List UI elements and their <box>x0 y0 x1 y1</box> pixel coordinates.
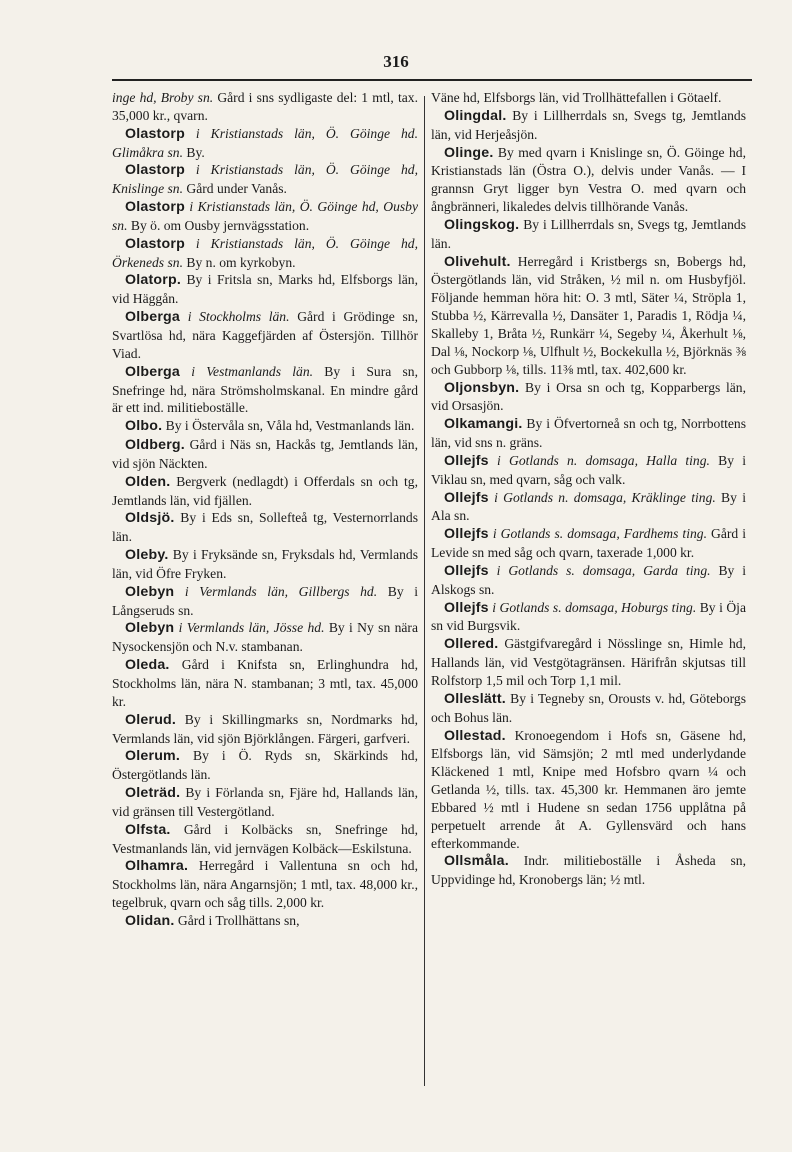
dictionary-entry <box>112 89 418 125</box>
entry-text: Gård i Knifsta sn, Erlinghundra hd, Stockholms län, nära N. stambanan; 3 mtl, tax. 45,000 kr. <box>112 657 418 709</box>
dictionary-entry <box>112 363 418 418</box>
dictionary-entry <box>112 473 418 510</box>
dictionary-entry <box>112 857 418 912</box>
dictionary-entry <box>431 415 746 452</box>
entry-location: i Kristianstads län, Ö. Göinge hd. Glimåkra sn. <box>112 125 418 160</box>
entry-text: Gård i Trollhättans sn, <box>174 912 300 928</box>
entry-headword: Olebyn <box>125 583 175 600</box>
entry-headword: Ollejfs <box>444 562 489 579</box>
dictionary-entry <box>431 727 746 853</box>
dictionary-entry <box>431 379 746 416</box>
entry-headword: Ollejfs <box>444 599 489 616</box>
entry-text: By i Lillherrdals sn, Svegs tg, Jemtlands län. <box>431 216 746 251</box>
right-column <box>431 89 746 889</box>
entry-headword: Olastorp <box>125 162 185 179</box>
entry-location: inge hd, Broby sn. <box>112 90 214 105</box>
entry-text: Bergverk (nedlagdt) i Offerdals sn och tg, Jemtlands län, vid fjällen. <box>112 473 418 508</box>
entry-text: By i Skillingmarks sn, Nordmarks hd, Vermlands län, vid sjön Björklången. Färgeri, garfveri. <box>112 711 418 746</box>
dictionary-entry <box>112 271 418 308</box>
entry-text: By i Fryksände sn, Fryksdals hd, Vermlands län, vid Öfre Fryken. <box>112 547 418 581</box>
entry-headword: Olidan. <box>125 912 175 929</box>
entry-headword: Olden. <box>125 473 171 490</box>
entry-headword: Olingskog. <box>444 216 520 233</box>
entry-text: By i Lillherrdals sn, Svegs tg, Jemtlands län, vid Herjeåsjön. <box>431 107 746 142</box>
entry-headword: Olerum. <box>125 748 181 765</box>
dictionary-entry <box>112 583 418 620</box>
entry-headword: Olatorp. <box>125 272 181 289</box>
entry-headword: Olfsta. <box>125 821 171 838</box>
entry-location: i Vermlands län, Gillbergs hd. <box>174 583 378 599</box>
dictionary-entry <box>431 852 746 889</box>
entry-text: By i Långseruds sn. <box>112 583 419 618</box>
entry-text: By i Viklau sn, med qvarn, såg och valk. <box>431 452 746 487</box>
entry-headword: Oljonsbyn. <box>444 379 520 396</box>
entry-text: Indr. militieboställe i Åsheda sn, Uppvidinge hd, Kronobergs län; ½ mtl. <box>431 853 746 888</box>
entry-text: By i Eds sn, Sollefteå tg, Vesternorrlands län. <box>112 510 418 545</box>
dictionary-entry <box>112 784 418 821</box>
dictionary-entry <box>112 308 418 363</box>
left-column <box>112 89 418 931</box>
entry-headword: Olastorp <box>125 125 185 142</box>
dictionary-entry <box>112 417 418 436</box>
dictionary-entry <box>112 198 418 235</box>
entry-text: Gård i Näs sn, Hackås tg, Jemtlands län, vid sjön Näckten. <box>112 437 418 471</box>
entry-location: i Gotlands s. domsaga, Hoburgs ting. <box>488 599 697 615</box>
entry-text: Gård i Grödinge sn, Svartlösa hd, nära Kaggefjärden af Östersjön. Tillhör Viad. <box>112 309 418 361</box>
entry-location: i Gotlands n. domsaga, Kräklinge ting. <box>488 489 716 505</box>
entry-headword: Oleby. <box>125 547 169 564</box>
entry-headword: Olerud. <box>125 711 177 728</box>
entry-headword: Ollejfs <box>444 489 489 506</box>
entry-headword: Olleslätt. <box>444 690 506 707</box>
dictionary-entry <box>431 253 746 379</box>
entry-headword: Olastorp <box>125 199 185 216</box>
dictionary-entry <box>112 821 418 858</box>
entry-headword: Olivehult. <box>444 253 511 270</box>
dictionary-entry <box>431 144 746 216</box>
dictionary-entry <box>431 107 746 144</box>
entry-location: i Vermlands län, Jösse hd. <box>174 620 325 636</box>
entry-text: By i Ala sn. <box>431 489 746 524</box>
entry-location: i Gotlands n. domsaga, Halla ting. <box>488 452 710 468</box>
dictionary-entry <box>431 89 746 107</box>
dictionary-entry <box>112 711 418 748</box>
entry-text: By i Öja sn vid Burgsvik. <box>431 599 746 634</box>
entry-text: By i Fritsla sn, Marks hd, Elfsborgs län, vid Häggån. <box>112 272 418 307</box>
entry-text: By i Sura sn, Snefringe hd, nära Strömsholmskanal. En mindre gård är ett ind. militieboställe. <box>112 363 418 416</box>
dictionary-entry <box>431 489 746 526</box>
entry-text: By med qvarn i Knislinge sn, Ö. Göinge hd, Kristianstads län (Östra O.), delvis under Vanås. — I grannsn Gryt ligger byn Vestra O. med qvarn och ångbränneri, likaledes delvis tillhörande Vanås. <box>431 144 746 215</box>
entry-text: By i Förlanda sn, Fjäre hd, Hallands län, vid gränsen till Vestergötland. <box>112 785 418 819</box>
entry-location: i Kristianstads län, Ö. Göinge hd, Knislinge sn. <box>112 162 418 197</box>
entry-text: Gästgifvaregård i Nösslinge sn, Himle hd, Hallands län, vid Vestgötagränsen. Härifrån skjutsas till Rolfstorp 1,5 mil och Torp 1,1 mil. <box>431 636 746 688</box>
dictionary-entry <box>431 690 746 727</box>
entry-headword: Ollsmåla. <box>444 853 509 870</box>
dictionary-entry <box>112 546 418 583</box>
entry-headword: Ollejfs <box>444 452 489 469</box>
dictionary-entry <box>112 509 418 546</box>
entry-text: By i Ny sn nära Nysockensjön och N.v. stambanan. <box>112 620 418 655</box>
entry-headword: Ollestad. <box>444 727 506 744</box>
dictionary-entry <box>431 562 746 599</box>
entry-headword: Olberga <box>125 363 181 380</box>
entry-text: By n. om kyrkobyn. <box>182 254 296 270</box>
dictionary-entry <box>112 656 418 711</box>
entry-location: i Gotlands s. domsaga, Fardhems ting. <box>488 526 707 542</box>
entry-text: By i Öfvertorneå sn och tg, Norrbottens län, vid sns n. gräns. <box>431 416 746 451</box>
dictionary-entry <box>112 912 418 931</box>
entry-headword: Olebyn <box>125 620 175 637</box>
entry-text: By. <box>183 144 205 160</box>
column-divider <box>424 96 425 1086</box>
page-number: 316 <box>383 52 409 71</box>
entry-headword: Ollered. <box>444 636 499 653</box>
entry-text: Gård i Levide sn med såg och qvarn, taxerade 1,000 kr. <box>431 526 746 561</box>
entry-text: By i Östervåla sn, Våla hd, Vestmanlands län. <box>162 418 415 434</box>
dictionary-entry <box>112 747 418 784</box>
entry-location: i Vestmanlands län. <box>180 363 314 379</box>
dictionary-entry <box>431 599 746 636</box>
entry-text: Kronoegendom i Hofs sn, Gäsene hd, Elfsborgs län, vid Sämsjön; 2 mtl med underlydande Kläckened 1 mtl, Knipe med Hofsbro qvarn ¼ och Getlanda ½, tills. tax. 45,300 kr. Hemmanen äro jemte Ebbared ½ mtl i Hudene sn sedan 1756 upplåtna på perpetuelt arrende åt A. Gyllensvärd och hans efterkommande. <box>431 727 746 851</box>
entry-text: By ö. om Ousby jernvägsstation. <box>127 217 310 233</box>
entry-text: Väne hd, Elfsborgs län, vid Trollhättefallen i Götaelf. <box>431 90 722 105</box>
dictionary-entry <box>431 452 746 489</box>
entry-headword: Olkamangi. <box>444 416 523 433</box>
entry-text: By i Alskogs sn. <box>431 562 747 597</box>
dictionary-entry <box>431 635 746 690</box>
dictionary-entry <box>112 436 418 473</box>
entry-text: Herregård i Vallentuna sn och hd, Stockholms län, nära Angarnsjön; 1 mtl, tax. 48,000 kr., tegelbruk, qvarn och såg tills. 2,000 kr. <box>112 858 418 911</box>
dictionary-entry <box>112 161 418 198</box>
entry-headword: Oldberg. <box>125 437 185 454</box>
entry-headword: Olbo. <box>125 418 163 435</box>
entry-headword: Ollejfs <box>444 526 489 543</box>
dictionary-entry <box>112 619 418 656</box>
entry-location: i Kristianstads län, Ö. Göinge hd, Ousby sn. <box>112 199 418 233</box>
entry-text: Herregård i Kristbergs sn, Bobergs hd, Östergötlands län, vid Stråken, ½ mil n. om Husbyfjöl. Följande hemman höra hit: O. 3 mtl, Säter ¼, Ströpla 1, Stubba ½, Kärrevalla ½, Dansäter 1, Paradis 1, Rödja ¼, Skalleby 1, Bråta ½, Runkärr ¼, Segeby ¼, Åkerhult ⅛, Dal ⅛, Nockorp ⅛, Ulfhult ½, Bockekulla ½, Björknäs ⅜ och Gubborp ⅛, tills. 11⅜ mtl, tax. 402,600 kr. <box>431 253 746 377</box>
entry-text: Gård i Kolbäcks sn, Snefringe hd, Vestmanlands län, vid jernvägen Kolbäck—Eskilstuna. <box>112 821 418 856</box>
entry-headword: Olinge. <box>444 144 494 161</box>
entry-headword: Oleträd. <box>125 785 181 802</box>
entry-text: By i Orsa sn och tg, Kopparbergs län, vid Orsasjön. <box>431 379 746 414</box>
entry-location: i Stockholms län. <box>180 309 290 325</box>
entry-headword: Olingdal. <box>444 107 507 124</box>
dictionary-entry <box>431 216 746 253</box>
dictionary-entry <box>112 125 418 162</box>
entry-text: Gård i sns sydligaste del: 1 mtl, tax. 35,000 kr., qvarn. <box>112 90 418 123</box>
header-rule <box>112 79 752 81</box>
entry-location: i Gotlands s. domsaga, Garda ting. <box>488 562 711 578</box>
entry-headword: Olastorp <box>125 235 185 252</box>
entry-headword: Olberga <box>125 309 181 326</box>
entry-location: i Kristianstads län, Ö. Göinge hd, Örkeneds sn. <box>112 235 418 270</box>
entry-headword: Oldsjö. <box>125 510 175 527</box>
dictionary-entry <box>112 235 418 272</box>
dictionary-entry <box>431 525 746 562</box>
entry-headword: Olhamra. <box>125 858 189 875</box>
entry-text: Gård under Vanås. <box>183 181 287 197</box>
entry-headword: Oleda. <box>125 657 170 674</box>
entry-text: By i Tegneby sn, Orousts v. hd, Göteborgs och Bohus län. <box>431 690 746 725</box>
entry-text: By i Ö. Ryds sn, Skärkinds hd, Östergötlands län. <box>112 748 418 783</box>
